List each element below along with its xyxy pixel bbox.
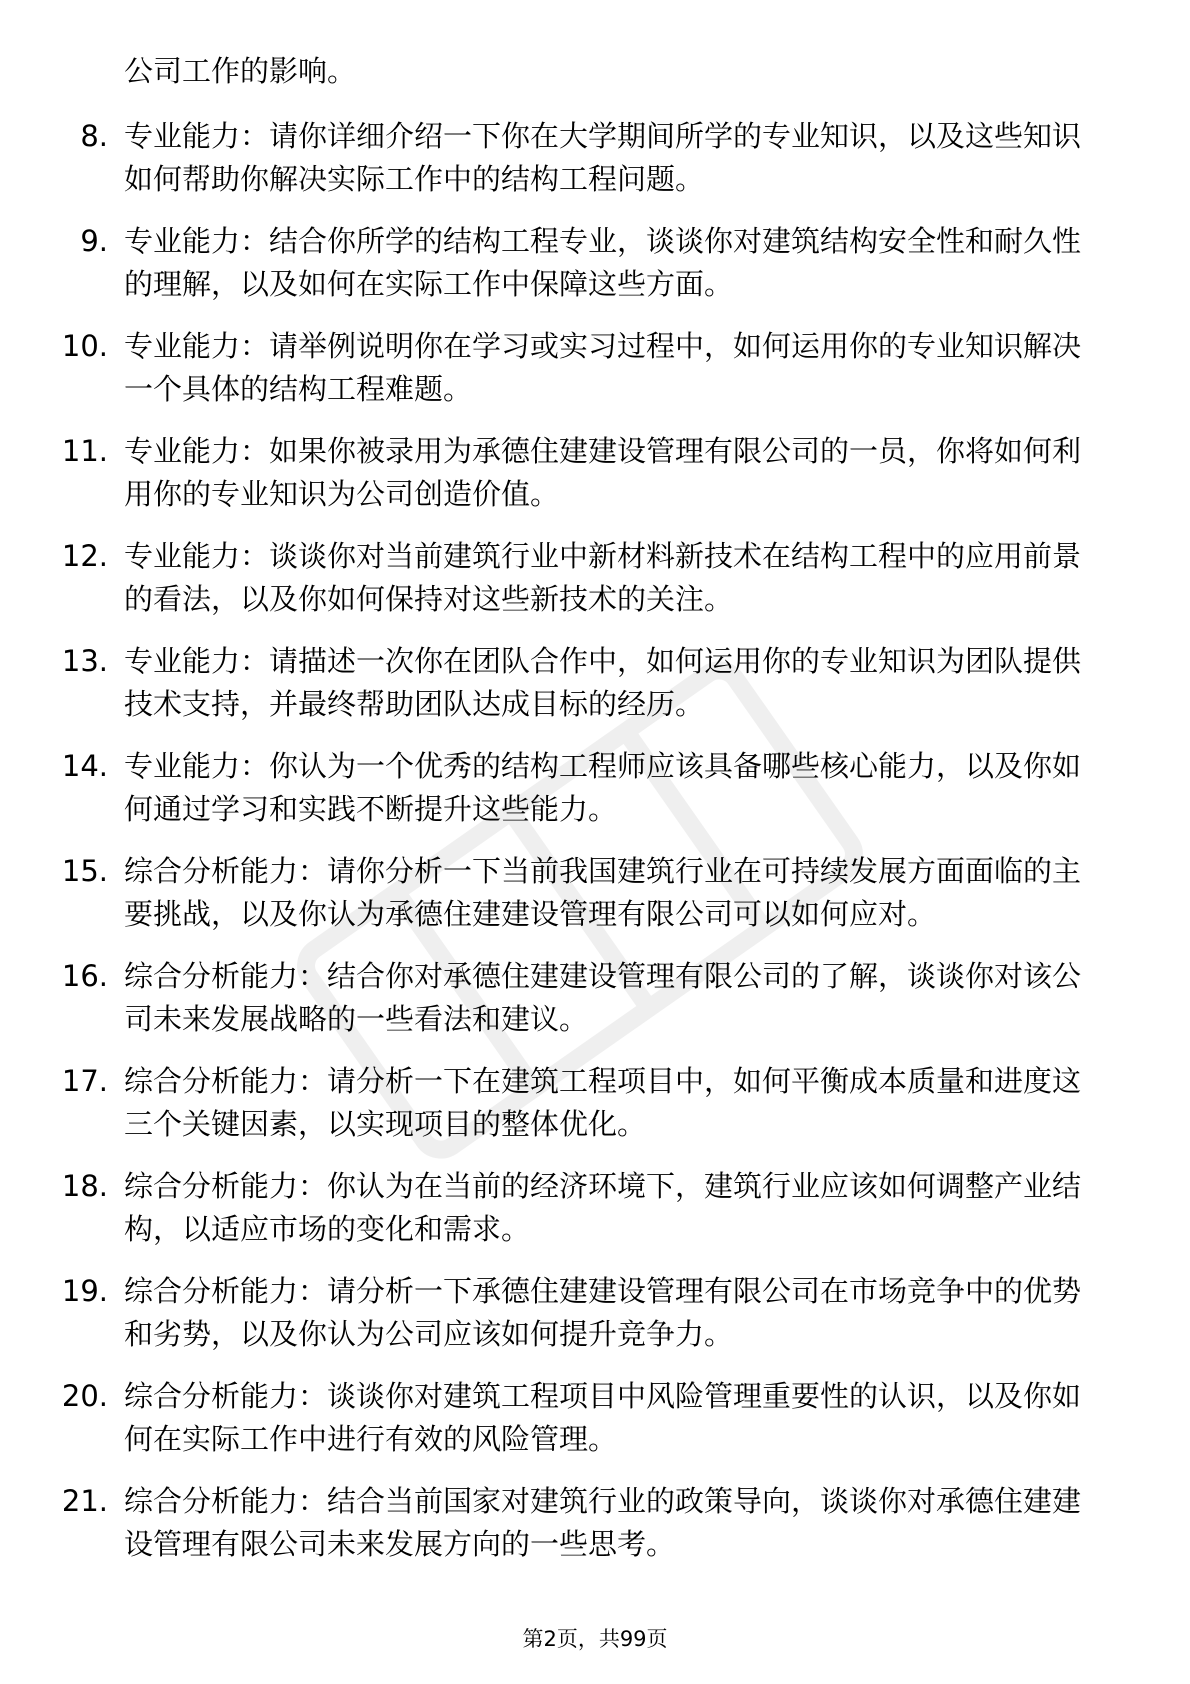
question-text: 专业能力：请举例说明你在学习或实习过程中，如何运用你的专业知识解决一个具体的结构工程难题。 bbox=[124, 329, 1082, 406]
question-text: 专业能力：你认为一个优秀的结构工程师应该具备哪些核心能力，以及你如何通过学习和实践不断提升这些能力。 bbox=[124, 749, 1082, 826]
question-text: 综合分析能力：你认为在当前的经济环境下，建筑行业应该如何调整产业结构，以适应市场的变化和需求。 bbox=[124, 1169, 1082, 1246]
question-number: 21. bbox=[61, 1484, 108, 1518]
question-item bbox=[0, 955, 1108, 1041]
question-number: 17. bbox=[61, 1064, 108, 1098]
question-item bbox=[0, 850, 1108, 936]
question-number: 10. bbox=[61, 329, 108, 363]
continuation-text: 公司工作的影响。 bbox=[124, 54, 357, 88]
question-number: 14. bbox=[61, 749, 108, 783]
question-item bbox=[0, 220, 1108, 306]
question-item bbox=[0, 1165, 1108, 1251]
question-item bbox=[0, 745, 1108, 831]
question-number: 9. bbox=[80, 224, 108, 258]
question-text: 综合分析能力：请分析一下在建筑工程项目中，如何平衡成本质量和进度这三个关键因素，以实现项目的整体优化。 bbox=[124, 1064, 1082, 1141]
question-text: 专业能力：如果你被录用为承德住建建设管理有限公司的一员，你将如何利用你的专业知识为公司创造价值。 bbox=[124, 434, 1082, 511]
question-text: 综合分析能力：请分析一下承德住建建设管理有限公司在市场竞争中的优势和劣势，以及你认为公司应该如何提升竞争力。 bbox=[124, 1274, 1082, 1351]
question-text: 综合分析能力：结合你对承德住建建设管理有限公司的了解，谈谈你对该公司未来发展战略的一些看法和建议。 bbox=[124, 959, 1082, 1036]
question-number: 11. bbox=[61, 434, 108, 468]
page-footer: 第2页，共99页 bbox=[522, 1627, 668, 1651]
question-text: 专业能力：结合你所学的结构工程专业，谈谈你对建筑结构安全性和耐久性的理解，以及如何在实际工作中保障这些方面。 bbox=[124, 224, 1082, 301]
question-item bbox=[0, 1270, 1108, 1356]
question-number: 13. bbox=[61, 644, 108, 678]
question-text: 综合分析能力：谈谈你对建筑工程项目中风险管理重要性的认识，以及你如何在实际工作中进行有效的风险管理。 bbox=[124, 1379, 1082, 1456]
question-text: 综合分析能力：请你分析一下当前我国建筑行业在可持续发展方面面临的主要挑战，以及你认为承德住建建设管理有限公司可以如何应对。 bbox=[124, 854, 1082, 931]
question-number: 15. bbox=[61, 854, 108, 888]
question-text: 专业能力：请描述一次你在团队合作中，如何运用你的专业知识为团队提供技术支持，并最终帮助团队达成目标的经历。 bbox=[124, 644, 1082, 721]
question-item bbox=[0, 535, 1108, 621]
question-number: 19. bbox=[61, 1274, 108, 1308]
question-number: 18. bbox=[61, 1169, 108, 1203]
question-text: 综合分析能力：结合当前国家对建筑行业的政策导向，谈谈你对承德住建建设管理有限公司未来发展方向的一些思考。 bbox=[124, 1484, 1082, 1561]
question-item bbox=[0, 1060, 1108, 1146]
question-text: 专业能力：谈谈你对当前建筑行业中新材料新技术在结构工程中的应用前景的看法，以及你如何保持对这些新技术的关注。 bbox=[124, 539, 1082, 616]
question-item bbox=[0, 115, 1108, 201]
question-number: 12. bbox=[61, 539, 108, 573]
question-item bbox=[0, 325, 1108, 411]
question-item bbox=[0, 1480, 1108, 1566]
question-item bbox=[0, 1375, 1108, 1461]
question-list bbox=[0, 115, 1190, 1585]
question-number: 8. bbox=[80, 119, 108, 153]
question-text: 专业能力：请你详细介绍一下你在大学期间所学的专业知识，以及这些知识如何帮助你解决实际工作中的结构工程问题。 bbox=[124, 119, 1082, 196]
question-number: 20. bbox=[61, 1379, 108, 1413]
question-item bbox=[0, 640, 1108, 726]
question-item bbox=[0, 430, 1108, 516]
question-number: 16. bbox=[61, 959, 108, 993]
